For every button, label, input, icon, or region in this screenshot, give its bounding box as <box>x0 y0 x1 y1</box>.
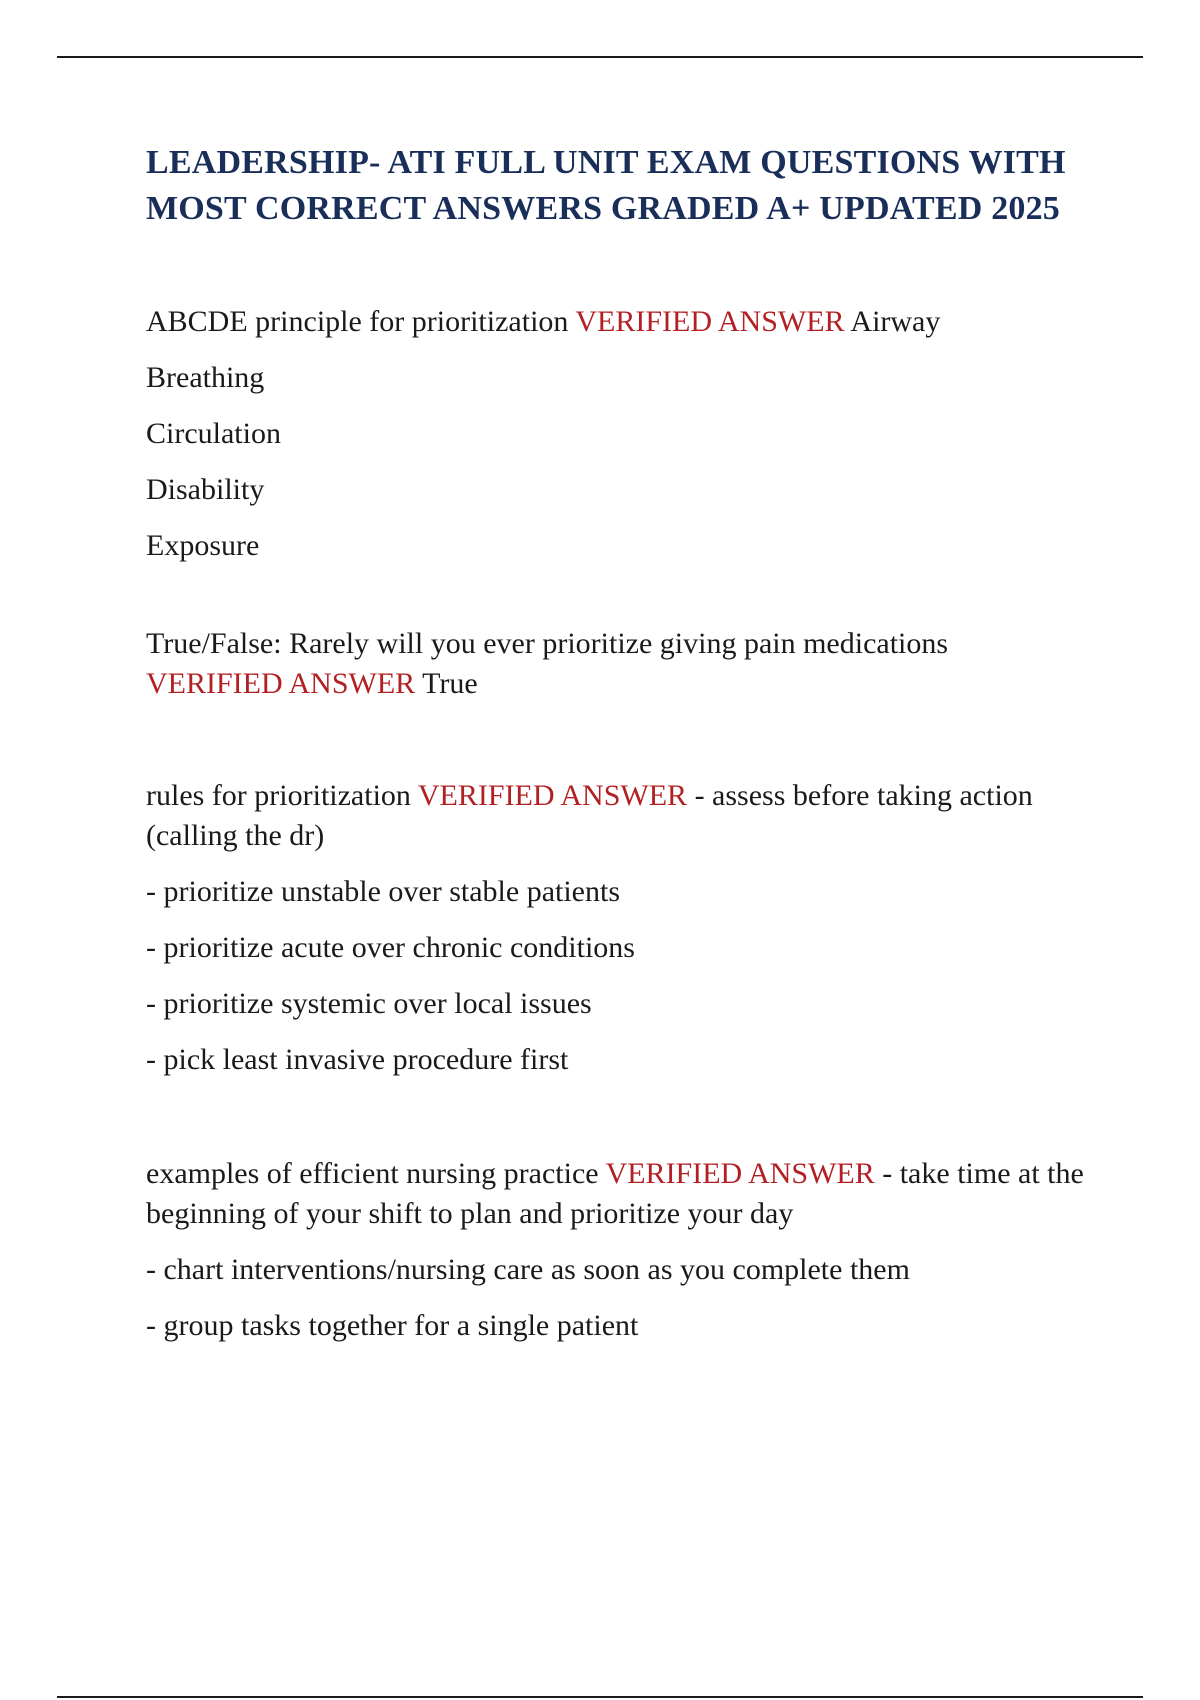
verified-answer-tag: VERIFIED ANSWER <box>575 305 845 338</box>
answer-line: - chart interventions/nursing care as soon as you complete them <box>146 1253 910 1286</box>
qa-item <box>146 776 1106 1080</box>
question-prompt: True/False: Rarely will you ever prioritize giving pain medications <box>146 627 949 660</box>
document-content <box>146 140 1106 1346</box>
answer-line: - prioritize unstable over stable patients <box>146 875 621 908</box>
qa-item <box>146 624 1106 704</box>
answer-line: Disability <box>146 473 265 506</box>
question-prompt: examples of efficient nursing practice <box>146 1157 599 1190</box>
verified-answer-tag: VERIFIED ANSWER <box>417 779 688 812</box>
qa-question-line <box>146 302 1106 342</box>
answer-line: Breathing <box>146 361 265 394</box>
qa-question-line <box>146 1154 1106 1234</box>
qa-question-line <box>146 776 1106 856</box>
header-rule <box>57 56 1143 58</box>
answer-line: - group tasks together for a single patient <box>146 1309 639 1342</box>
answer-line: - prioritize acute over chronic conditions <box>146 931 635 964</box>
verified-answer-tag: VERIFIED ANSWER <box>146 667 416 700</box>
answer-text: - assess before taking action (calling the dr) <box>146 779 1033 852</box>
answer-line: Exposure <box>146 529 260 562</box>
answer-text: True <box>422 667 478 700</box>
answer-line: - pick least invasive procedure first <box>146 1043 569 1076</box>
question-prompt: ABCDE principle for prioritization <box>146 305 569 338</box>
answer-line: Circulation <box>146 417 281 450</box>
answer-line: - prioritize systemic over local issues <box>146 987 592 1020</box>
qa-item <box>146 302 1106 566</box>
qa-item <box>146 1154 1106 1346</box>
answer-text: - take time at the beginning of your shift to plan and prioritize your day <box>146 1157 1084 1230</box>
question-prompt: rules for prioritization <box>146 779 411 812</box>
document-title: LEADERSHIP- ATI FULL UNIT EXAM QUESTIONS WITH MOST CORRECT ANSWERS GRADED A+ UPDATED 2025 <box>146 144 1066 227</box>
answer-text: Airway <box>850 305 941 338</box>
qa-question-line <box>146 624 1106 704</box>
verified-answer-tag: VERIFIED ANSWER <box>605 1157 875 1190</box>
footer-rule <box>57 1696 1143 1698</box>
